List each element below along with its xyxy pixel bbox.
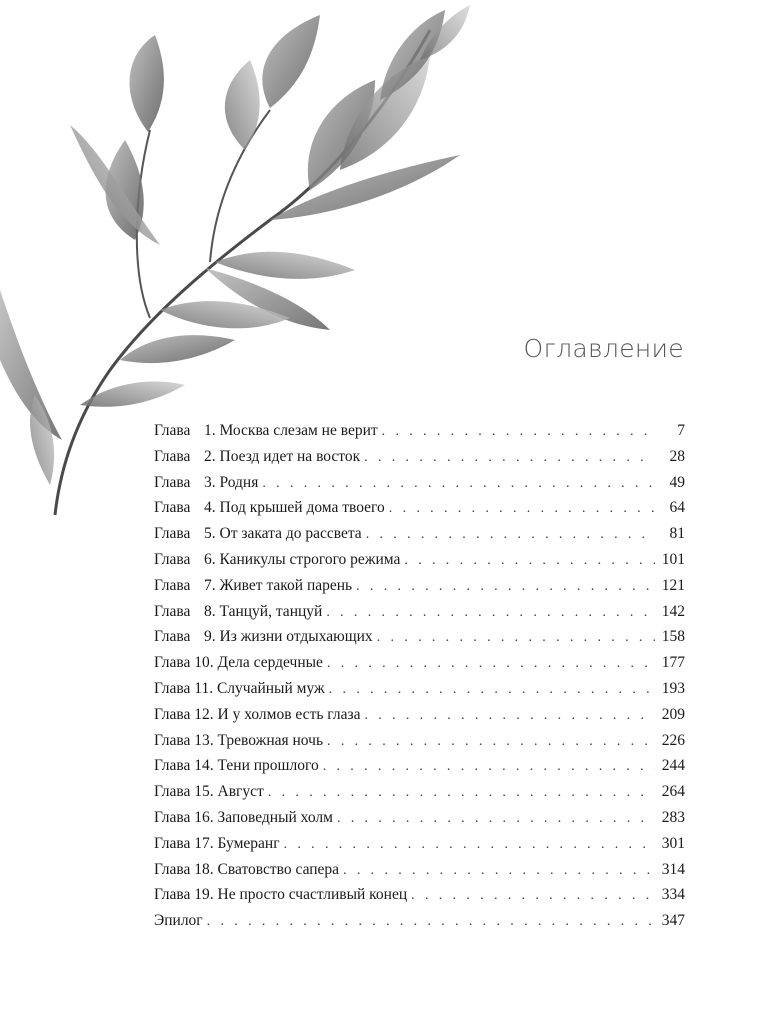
chapter-title: Из жизни отдыхающих <box>219 628 373 646</box>
chapter-number: 8. <box>204 602 216 620</box>
chapter-number: 3. <box>204 473 216 491</box>
page-number: 177 <box>661 654 685 672</box>
chapter-number: 5. <box>204 525 216 543</box>
chapter-title: Дела сердечные <box>217 654 323 672</box>
leader-dots <box>356 574 655 600</box>
chapter-word: Глава <box>154 576 191 594</box>
leader-dots <box>337 806 655 832</box>
chapter-title: Бумеранг <box>217 834 280 852</box>
toc-entry <box>154 702 685 728</box>
chapter-number: 14. <box>194 757 214 775</box>
chapter-number: 4. <box>204 499 216 517</box>
chapter-word: Глава <box>154 602 191 620</box>
leader-dots <box>404 548 655 574</box>
chapter-title: Москва слезам не верит <box>219 422 378 439</box>
chapter-word: Глава <box>154 705 191 723</box>
chapter-number: 2. <box>204 447 216 465</box>
chapter-word: Глава <box>154 447 191 465</box>
toc-entry <box>154 470 685 496</box>
epilogue-title: Эпилог <box>154 912 203 930</box>
chapter-title: Случайный муж <box>216 679 325 697</box>
page-number: 49 <box>669 473 685 491</box>
toc-entry <box>154 624 685 650</box>
chapter-title: Поезд идет на восток <box>219 447 361 465</box>
toc-entry <box>154 521 685 547</box>
chapter-word: Глава <box>154 422 191 439</box>
page-number: 209 <box>661 705 685 723</box>
chapter-word: Глава <box>154 731 191 749</box>
chapter-number: 12. <box>194 705 214 723</box>
chapter-word: Глава <box>154 808 191 826</box>
leader-dots <box>364 703 655 729</box>
chapter-number: 17. <box>194 834 214 852</box>
leader-dots <box>366 522 655 548</box>
chapter-number: 15. <box>194 783 214 801</box>
chapter-title: Заповедный холм <box>217 808 333 826</box>
toc-entry <box>154 547 685 573</box>
chapter-title: Сватовство сапера <box>217 860 340 878</box>
leader-dots <box>327 729 655 755</box>
page-number: 7 <box>677 422 685 439</box>
chapter-number: 16. <box>194 808 214 826</box>
chapter-number: 1. <box>204 422 216 439</box>
chapter-number: 18. <box>194 860 214 878</box>
chapter-number: 6. <box>204 550 216 568</box>
toc-entry <box>154 805 685 831</box>
toc-entry <box>154 650 685 676</box>
leader-dots <box>389 496 655 522</box>
chapter-title: Не просто счастливый конец <box>217 886 408 904</box>
leader-dots <box>284 832 655 858</box>
leader-dots <box>377 625 655 651</box>
page-title: Оглавление <box>523 334 684 363</box>
page-number: 81 <box>669 525 685 543</box>
chapter-word: Глава <box>154 550 191 568</box>
toc-entry <box>154 857 685 883</box>
chapter-title: Август <box>217 783 264 801</box>
toc-entry <box>154 599 685 625</box>
page-number: 158 <box>661 628 685 646</box>
chapter-title: Тени прошлого <box>217 757 319 775</box>
page-number: 64 <box>669 499 685 517</box>
chapter-title: Живет такой парень <box>219 576 353 594</box>
leader-dots <box>268 780 655 806</box>
chapter-word: Глава <box>154 783 191 801</box>
toc-entry <box>154 882 685 908</box>
chapter-word: Глава <box>154 525 191 543</box>
chapter-word: Глава <box>154 499 191 517</box>
chapter-title: Под крышей дома твоего <box>219 499 385 517</box>
leader-dots <box>343 858 655 884</box>
chapter-title: Танцуй, танцуй <box>219 602 323 620</box>
toc-entry <box>154 418 685 444</box>
page-number: 244 <box>661 757 685 775</box>
page-number: 347 <box>661 912 685 930</box>
page-number: 121 <box>661 576 685 594</box>
page-number: 334 <box>661 886 685 904</box>
table-of-contents <box>154 418 685 934</box>
leader-dots <box>326 600 655 626</box>
leader-dots <box>323 754 655 780</box>
toc-entry <box>154 676 685 702</box>
toc-entry <box>154 728 685 754</box>
chapter-word: Глава <box>154 473 191 491</box>
page-number: 283 <box>661 808 685 826</box>
chapter-word: Глава <box>154 654 191 672</box>
page-number: 264 <box>661 783 685 801</box>
chapter-word: Глава <box>154 628 191 646</box>
chapter-word: Глава <box>154 834 191 852</box>
page-number: 226 <box>661 731 685 749</box>
page-number: 193 <box>661 679 685 697</box>
page-number: 101 <box>661 550 685 568</box>
chapter-number: 13. <box>194 731 214 749</box>
chapter-word: Глава <box>154 757 191 775</box>
chapter-title: Тревожная ночь <box>217 731 324 749</box>
chapter-word: Глава <box>154 679 191 697</box>
leader-dots <box>364 445 655 471</box>
chapter-number: 7. <box>204 576 216 594</box>
leader-dots <box>382 419 655 445</box>
toc-entry <box>154 573 685 599</box>
toc-entry <box>154 444 685 470</box>
toc-entry-epilogue <box>154 908 685 934</box>
chapter-title: И у холмов есть глаза <box>217 705 361 723</box>
toc-entry <box>154 779 685 805</box>
toc-entry <box>154 753 685 779</box>
toc-entry <box>154 831 685 857</box>
page-number: 301 <box>661 834 685 852</box>
leader-dots <box>327 651 655 677</box>
leader-dots <box>262 471 655 497</box>
chapter-word: Глава <box>154 860 191 878</box>
page-number: 142 <box>661 602 685 620</box>
page-number: 28 <box>669 447 685 465</box>
chapter-number: 11. <box>194 679 214 697</box>
toc-entry <box>154 495 685 521</box>
chapter-word: Глава <box>154 886 191 904</box>
chapter-title: От заката до рассвета <box>219 525 362 543</box>
chapter-number: 19. <box>194 886 214 904</box>
leader-dots <box>207 909 655 935</box>
leader-dots <box>411 883 655 909</box>
chapter-title: Родня <box>219 473 259 491</box>
page-number: 314 <box>661 860 685 878</box>
chapter-number: 9. <box>204 628 216 646</box>
chapter-title: Каникулы строгого режима <box>219 550 401 568</box>
leader-dots <box>329 677 655 703</box>
chapter-number: 10. <box>194 654 214 672</box>
